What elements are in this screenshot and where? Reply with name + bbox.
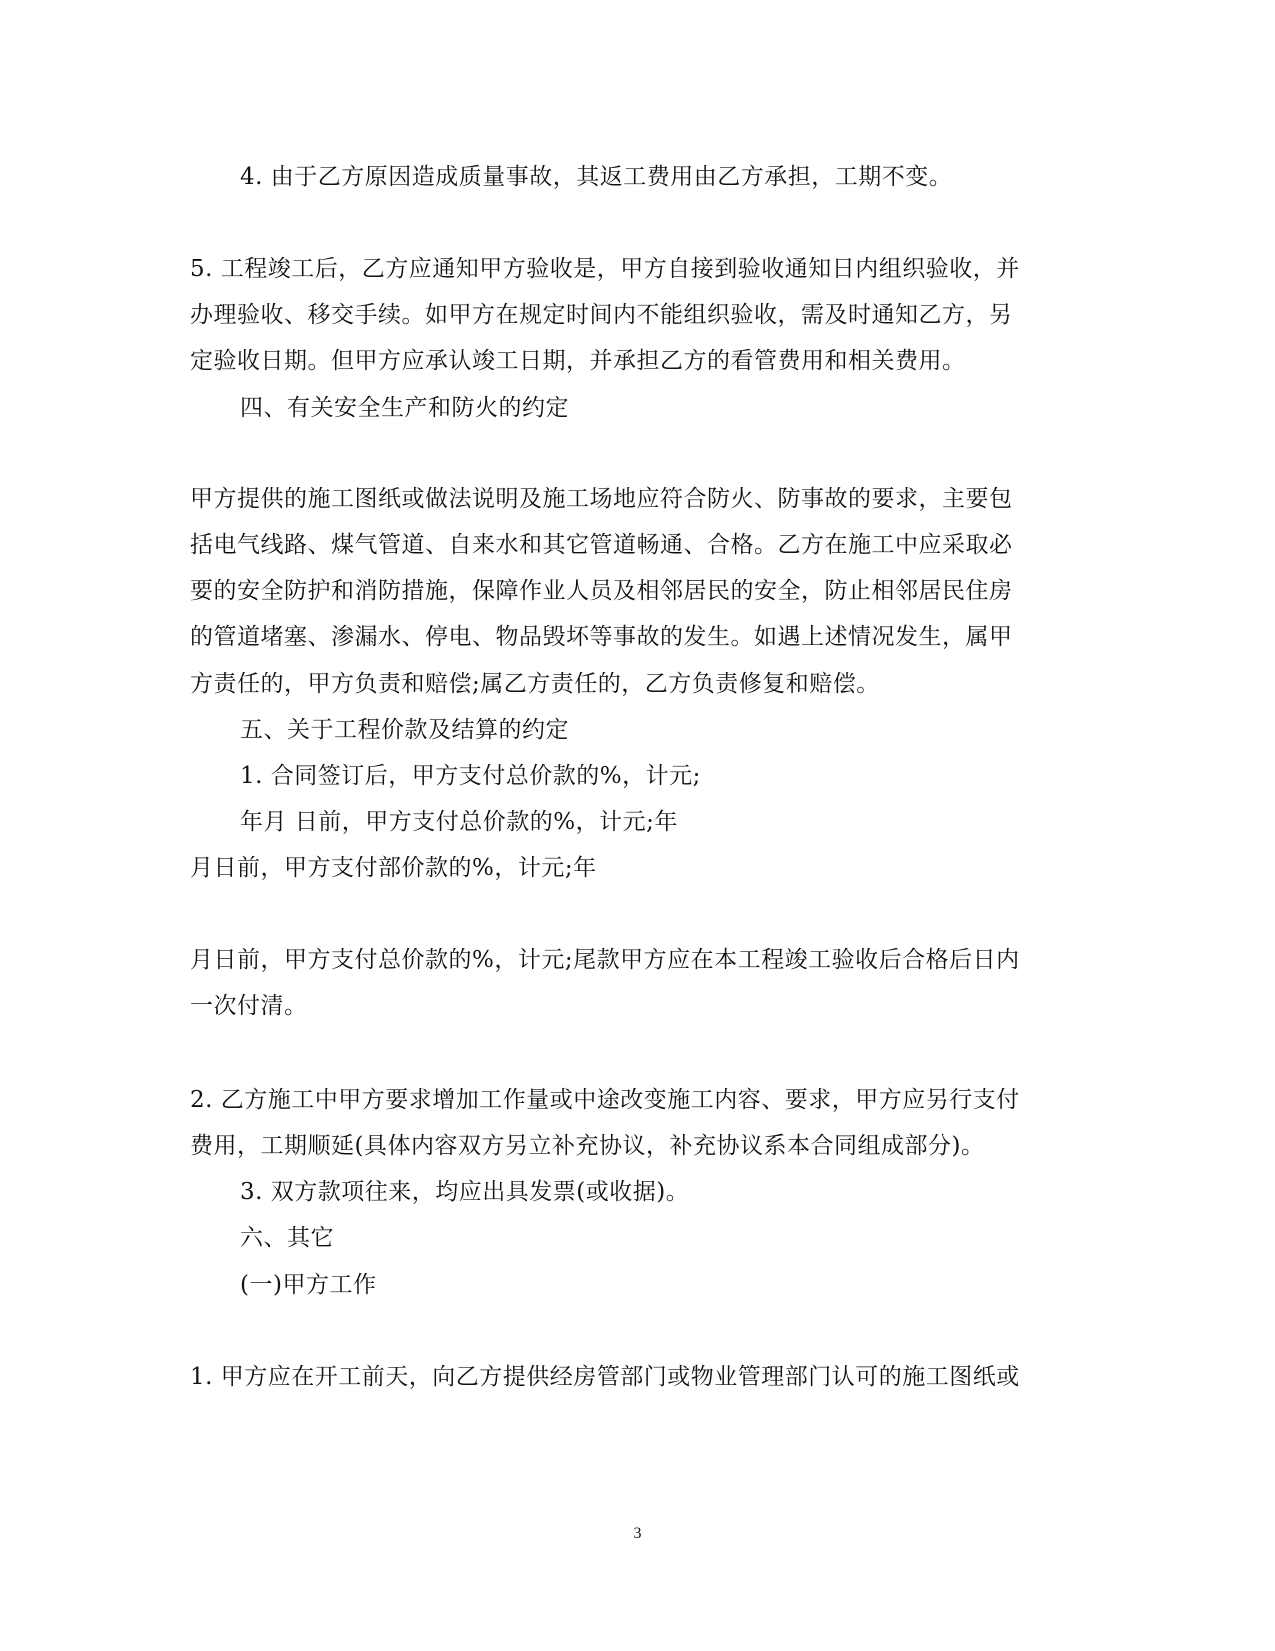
payment-clause-1-line-5: 一次付清。 [190,993,308,1019]
safety-paragraph-line-3: 要的安全防护和消防措施，保障作业人员及相邻居民的安全，防止相邻居民住房 [190,578,1013,604]
payment-clause-1-line-1: 1. 合同签订后，甲方支付总价款的%，计元; [240,763,701,789]
payment-clause-1-line-4: 月日前，甲方支付总价款的%，计元;尾款甲方应在本工程竣工验收后合格后日内 [190,947,1020,973]
section-4-heading: 四、有关安全生产和防火的约定 [240,395,569,421]
section-6-heading: 六、其它 [240,1225,334,1251]
safety-paragraph-line-4: 的管道堵塞、渗漏水、停电、物品毁坏等事故的发生。如遇上述情况发生，属甲 [190,624,1013,650]
clause-5-line-2: 办理验收、移交手续。如甲方在规定时间内不能组织验收，需及时通知乙方，另 [190,302,1013,328]
safety-paragraph-line-1: 甲方提供的施工图纸或做法说明及施工场地应符合防火、防事故的要求，主要包 [190,486,1013,512]
clause-5-line-1: 5. 工程竣工后，乙方应通知甲方验收是，甲方自接到验收通知日内组织验收，并 [190,256,1020,282]
payment-clause-2-line-2: 费用，工期顺延(具体内容双方另立补充协议，补充协议系本合同组成部分)。 [190,1133,985,1159]
clause-4-line-1: 4. 由于乙方原因造成质量事故，其返工费用由乙方承担，工期不变。 [240,164,953,190]
safety-paragraph-line-2: 括电气线路、煤气管道、自来水和其它管道畅通、合格。乙方在施工中应采取必 [190,532,1013,558]
party-a-work-heading: (一)甲方工作 [240,1272,377,1298]
payment-clause-2-line-1: 2. 乙方施工中甲方要求增加工作量或中途改变施工内容、要求，甲方应另行支付 [190,1087,1020,1113]
payment-clause-1-line-3: 月日前，甲方支付部价款的%，计元;年 [190,855,597,881]
page-number: 3 [633,1525,642,1542]
section-5-heading: 五、关于工程价款及结算的约定 [240,717,569,743]
party-a-work-clause-1: 1. 甲方应在开工前天，向乙方提供经房管部门或物业管理部门认可的施工图纸或 [190,1364,1020,1390]
payment-clause-1-line-2: 年月 日前，甲方支付总价款的%，计元;年 [240,809,678,835]
payment-clause-3: 3. 双方款项往来，均应出具发票(或收据)。 [240,1179,690,1205]
clause-5-line-3: 定验收日期。但甲方应承认竣工日期，并承担乙方的看管费用和相关费用。 [190,348,966,374]
safety-paragraph-line-5: 方责任的，甲方负责和赔偿;属乙方责任的，乙方负责修复和赔偿。 [190,671,880,697]
